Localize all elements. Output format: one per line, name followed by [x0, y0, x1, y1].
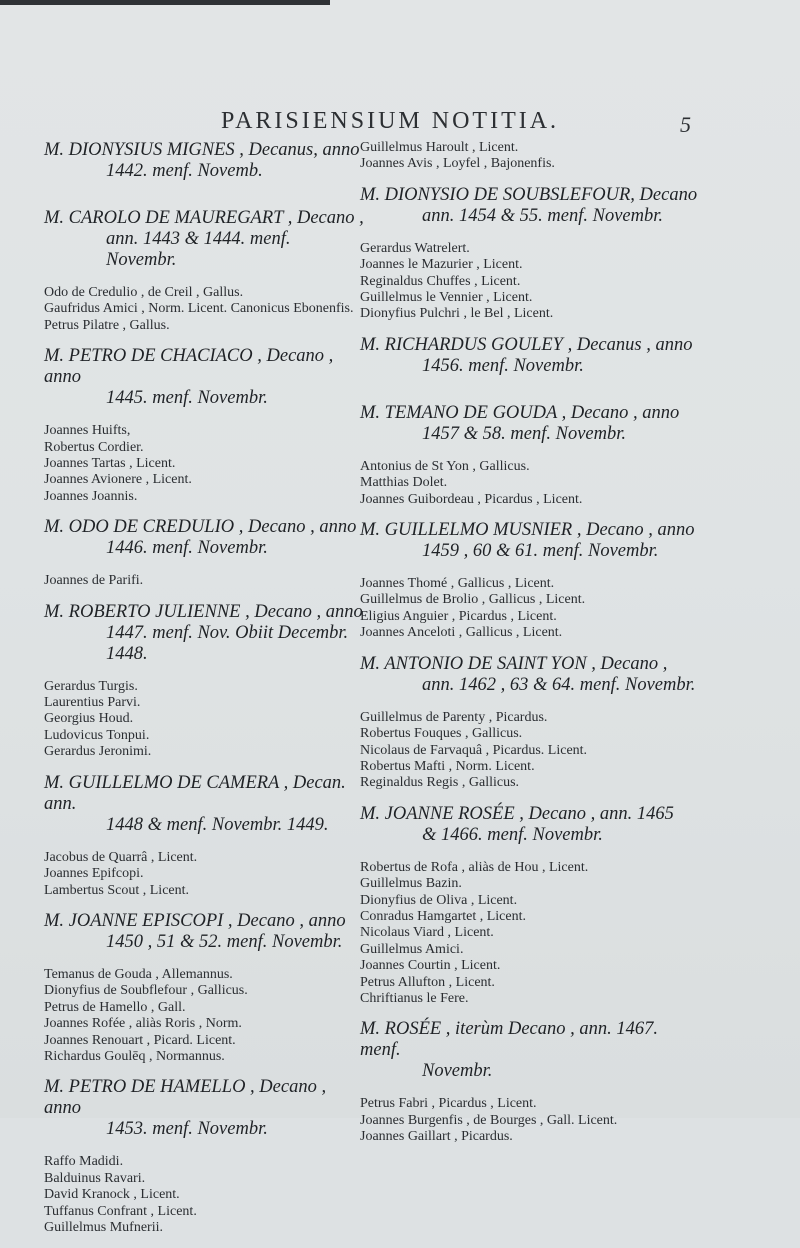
heading-line: & 1466. menf. Novembr. — [422, 824, 603, 845]
heading-line: Novembr. — [422, 1061, 493, 1082]
dean-entry — [44, 346, 364, 517]
heading-line: 1453. menf. Novembr. — [106, 1119, 268, 1140]
running-title: PARISIENSIUM NOTITIA. — [220, 108, 560, 134]
entry-gap — [44, 334, 364, 346]
licentiate-line: Joannes de Parifi. — [44, 573, 144, 589]
licentiate-line: Gerardus Turgis. — [44, 678, 138, 694]
dean-heading — [44, 346, 364, 409]
dean-heading — [360, 654, 700, 696]
heading-line: M. JOANNE ROSÉE , Decano , ann. 1465 — [360, 803, 674, 824]
heading-line: M. PETRO DE HAMELLO , Decano , anno — [44, 1077, 327, 1119]
licentiate-line: Joannes Guibordeau , Picardus , Licent. — [360, 491, 583, 507]
licentiate-line: Gaufridus Amici , Norm. Licent. Canonicus Ebonenfis. — [44, 301, 354, 317]
licentiate-line: Petrus Fabri , Picardus , Licent. — [360, 1096, 537, 1112]
dean-entry — [44, 517, 364, 601]
dean-entry — [360, 185, 700, 335]
heading-line: M. ANTONIO DE SAINT YON , Decano , — [360, 653, 668, 674]
heading-line: ann. 1454 & 55. menf. Novembr. — [422, 205, 663, 226]
licentiate-line: Joannes Huifts, — [44, 423, 131, 439]
licentiate-line: David Kranock , Licent. — [44, 1187, 180, 1203]
heading-line: M. PETRO DE CHACIACO , Decano , anno — [44, 346, 334, 388]
heading-line: M. GUILLELMO DE CAMERA , Decan. ann. — [44, 772, 346, 814]
dean-entry — [44, 140, 364, 208]
licentiate-line: Reginaldus Regis , Gallicus. — [360, 775, 520, 791]
entry-gap — [360, 792, 700, 804]
licentiate-line: Robertus de Rofa , aliàs de Hou , Licent. — [360, 859, 589, 875]
heading-line: M. ODO DE CREDULIO , Decano , anno — [44, 517, 357, 538]
entry-gap — [44, 1236, 364, 1248]
entry-gap — [360, 391, 700, 403]
heading-line: M. DIONYSIO DE SOUBSLEFOUR, Decano — [360, 184, 698, 205]
licentiate-line: Jacobus de Quarrâ , Licent. — [44, 849, 198, 865]
licentiate-line: Joannes le Mazurier , Licent. — [360, 257, 523, 273]
dean-heading — [360, 185, 700, 227]
licentiate-line: Robertus Cordier. — [44, 439, 144, 455]
licentiate-line: Robertus Mafti , Norm. Licent. — [360, 758, 535, 774]
dean-entry — [360, 804, 700, 1020]
dean-heading — [360, 520, 700, 562]
heading-line: M. TEMANO DE GOUDA , Decano , anno — [360, 402, 680, 423]
licentiate-line: Guillelmus de Parenty , Picardus. — [360, 709, 548, 725]
heading-line: 1445. menf. Novembr. — [106, 388, 268, 409]
heading-line: 1442. menf. Novemb. — [106, 161, 263, 181]
dean-entry — [360, 335, 700, 403]
entry-gap — [44, 899, 364, 911]
dean-heading — [44, 602, 364, 665]
licentiate-line: Gerardus Jeronimi. — [44, 744, 152, 760]
licentiate-line: Guillelmus Mufnerii. — [44, 1219, 163, 1235]
heading-line: 1456. menf. Novembr. — [422, 355, 584, 376]
licentiate-line: Robertus Fouques , Gallicus. — [360, 726, 523, 742]
licentiate-line: Petrus Allufton , Licent. — [360, 974, 495, 990]
heading-line: M. CAROLO DE MAUREGART , Decano , — [44, 208, 364, 228]
dean-heading — [44, 1077, 364, 1140]
licentiate-line: Nicolaus Viard , Licent. — [360, 925, 494, 941]
entry-gap — [44, 505, 364, 517]
dean-entry — [44, 208, 364, 346]
dean-heading — [44, 208, 364, 271]
dean-entry — [360, 520, 700, 654]
heading-line: M. ROSÉE , iterùm Decano , ann. 1467. menf. — [360, 1019, 659, 1061]
entry-gap — [44, 1065, 364, 1077]
entry-gap — [360, 1146, 700, 1158]
entry-gap — [360, 173, 700, 185]
licentiate-line: Joannes Thomé , Gallicus , Licent. — [360, 576, 555, 592]
heading-line: 1459 , 60 & 61. menf. Novembr. — [422, 541, 659, 562]
licentiate-line: Petrus Pilatre , Gallus. — [44, 317, 170, 333]
licentiate-line: Guillelmus Amici. — [360, 941, 464, 957]
dean-entry — [44, 1077, 364, 1248]
left-column — [44, 140, 364, 1248]
licentiate-line: Joannes Avis , Loyfel , Bajonenfis. — [360, 156, 555, 172]
heading-line: ann. 1443 & 1444. menf. Novembr. — [106, 229, 291, 270]
heading-line: M. RICHARDUS GOULEY , Decanus , anno — [360, 334, 693, 355]
licentiate-line: Lambertus Scout , Licent. — [44, 882, 190, 898]
licentiate-line: Odo de Credulio , de Creil , Gallus. — [44, 285, 244, 300]
heading-line: ann. 1462 , 63 & 64. menf. Novembr. — [422, 674, 696, 695]
licentiate-line: Dionyfius de Soubflefour , Gallicus. — [44, 983, 248, 999]
heading-line: 1446. menf. Novembr. — [106, 538, 268, 559]
licentiate-line: Joannes Burgenfis , de Bourges , Gall. Licent. — [360, 1112, 618, 1128]
licentiate-line: Joannes Joannis. — [44, 488, 138, 504]
dean-entry — [360, 140, 700, 185]
right-column — [360, 140, 700, 1158]
licentiate-line: Guillelmus le Vennier , Licent. — [360, 290, 533, 306]
licentiate-line: Temanus de Gouda , Allemannus. — [44, 966, 233, 982]
heading-line: 1447. menf. Nov. Obiit Decembr. 1448. — [106, 622, 349, 664]
licentiate-line: Georgius Houd. — [44, 711, 134, 727]
licentiate-line: Joannes Renouart , Picard. Licent. — [44, 1032, 236, 1048]
licentiate-line: Joannes Courtin , Licent. — [360, 958, 501, 974]
licentiate-line: Dionyfius Pulchri , le Bel , Licent. — [360, 306, 554, 322]
heading-line: 1450 , 51 & 52. menf. Novembr. — [106, 931, 343, 952]
licentiate-line: Gerardus Watrelert. — [360, 240, 470, 256]
entry-gap — [360, 1007, 700, 1019]
dean-heading — [44, 773, 364, 836]
dean-entry — [360, 403, 700, 520]
page-number: 5 — [680, 112, 691, 137]
entry-gap — [360, 642, 700, 654]
licentiate-line: Balduinus Ravari. — [44, 1170, 146, 1186]
licentiate-line: Ludovicus Tonpui. — [44, 727, 150, 743]
licentiate-line: Raffo Madidi. — [44, 1154, 124, 1170]
heading-line: M. JOANNE EPISCOPI , Decano , anno — [44, 910, 346, 931]
heading-line: 1448 & menf. Novembr. 1449. — [106, 814, 329, 835]
licentiate-line: Eligius Anguier , Picardus , Licent. — [360, 608, 557, 624]
dean-entry — [44, 911, 364, 1077]
licentiate-line: Guillelmus Bazin. — [360, 876, 462, 892]
licentiate-line: Dionyfius de Oliva , Licent. — [360, 892, 518, 908]
licentiate-line: Joannes Epifcopi. — [44, 866, 144, 882]
dean-entry — [360, 654, 700, 804]
licentiate-line: Guillelmus de Brolio , Gallicus , Licent. — [360, 592, 586, 608]
top-rule — [0, 0, 330, 5]
licentiate-line: Tuffanus Confrant , Licent. — [44, 1203, 197, 1219]
licentiate-line: Joannes Tartas , Licent. — [44, 456, 176, 472]
dean-heading — [44, 517, 364, 559]
heading-line: 1457 & 58. menf. Novembr. — [422, 423, 626, 444]
licentiate-line: Joannes Gaillart , Picardus. — [360, 1129, 513, 1145]
dean-entry — [360, 1019, 700, 1157]
licentiate-line: Joannes Avionere , Licent. — [44, 472, 192, 488]
dean-heading — [360, 403, 700, 445]
licentiate-line: Richardus Goulēq , Normannus. — [44, 1048, 225, 1064]
licentiate-line: Matthias Dolet. — [360, 475, 448, 491]
licentiate-line: Guillelmus Haroult , Licent. — [360, 140, 519, 155]
licentiate-line: Petrus de Hamello , Gall. — [44, 999, 186, 1015]
licentiate-line: Chriftianus le Fere. — [360, 990, 469, 1006]
licentiate-line: Nicolaus de Farvaquâ , Picardus. Licent. — [360, 742, 588, 758]
licentiate-line: Conradus Hamgartet , Licent. — [360, 908, 527, 924]
entry-gap — [44, 761, 364, 773]
dean-heading — [44, 140, 364, 182]
dean-entry — [44, 773, 364, 911]
entry-gap — [44, 590, 364, 602]
heading-line: M. GUILLELMO MUSNIER , Decano , anno — [360, 520, 695, 541]
dean-heading — [360, 804, 700, 846]
dean-entry — [44, 602, 364, 773]
heading-line: M. ROBERTO JULIENNE , Decano , anno — [44, 601, 363, 622]
licentiate-line: Joannes Rofée , aliàs Roris , Norm. — [44, 1016, 242, 1032]
licentiate-line: Joannes Anceloti , Gallicus , Licent. — [360, 625, 563, 641]
heading-line: M. DIONYSIUS MIGNES , Decanus, anno — [44, 140, 360, 160]
licentiate-line: Laurentius Parvi. — [44, 695, 141, 711]
dean-heading — [360, 335, 700, 377]
dean-heading — [360, 1019, 700, 1082]
licentiate-line: Antonius de St Yon , Gallicus. — [360, 458, 530, 474]
licentiate-line: Reginaldus Chuffes , Licent. — [360, 273, 521, 289]
entry-gap — [44, 196, 364, 208]
dean-heading — [44, 911, 364, 953]
entry-gap — [360, 508, 700, 520]
entry-gap — [360, 323, 700, 335]
